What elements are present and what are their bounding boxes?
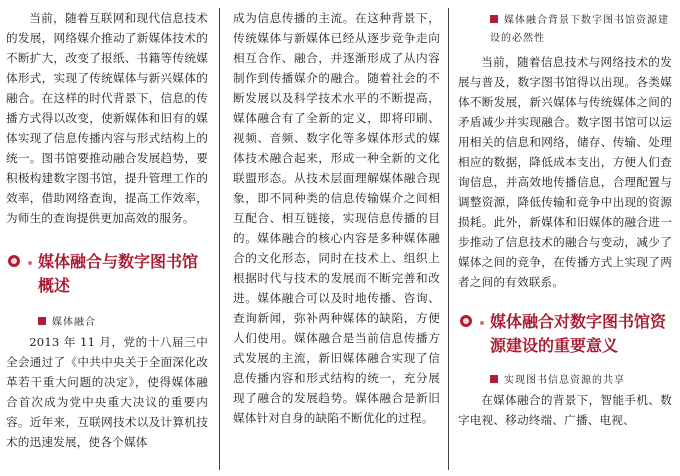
- column-divider: [219, 8, 220, 470]
- subheading-necessity: [458, 12, 672, 48]
- section-heading-significance: [458, 310, 672, 358]
- section-heading-text: 媒体融合对数字图书馆资源建设的重要意义: [490, 312, 667, 355]
- column-divider: [448, 8, 449, 470]
- square-bullet-icon: [490, 15, 498, 23]
- subheading-text: 媒体融合: [52, 317, 96, 328]
- section-heading-text: 媒体融合与数字图书馆概述: [38, 252, 199, 295]
- square-bullet-icon: [490, 375, 498, 383]
- square-bullet-icon: [38, 317, 46, 325]
- column-middle: [233, 0, 440, 476]
- bullet-dot-icon: [480, 321, 484, 325]
- intro-paragraph: 当前，随着互联网和现代信息技术的发展，网络媒介推动了新媒体技术的不断扩大，改变了报纸、书籍等传统媒体形式，实现了传统媒体与新兴媒体的融合。在这样的时代背景下，信息的传播方式得以改变，使新媒体和旧有的媒体实现了信息传播内容与形式结构上的统一。图书馆要推动融合发展趋势，要积极构建数字图书馆，提升管理工作的效率，借助网络查询，提高工作效率，为师生的查询提供更加高效的服务。: [6, 11, 208, 225]
- column-left: [6, 0, 208, 476]
- bullet-circle-icon: [8, 255, 20, 267]
- subheading-media-fusion: [38, 314, 208, 332]
- necessity-paragraph: 当前，随着信息技术与网络技术的发展与普及，数字图书馆得以出现。各类媒体不断发展，新兴媒体与传统媒体之间的矛盾减少并实现融合。数字图书馆可以运用相关的信息和网络，储存、传输、处理相应的数据，降低成本支出，方便人们查询信息，并高效地传播信息，合理配置与调整资源，降低传输和竞争中出现的资源损耗。此外，新媒体和旧媒体的融合进一步推动了信息技术的融合与变动，减少了媒体之间的竞争，在传播方式上实现了两者之间的有效联系。: [458, 55, 672, 289]
- subheading-text: 媒体融合背景下数字图书馆资源建设的必然性: [490, 15, 669, 44]
- resource-sharing-paragraph: 在媒体融合的背景下，智能手机、数字电视、移动终端、广播、电视、: [458, 393, 672, 427]
- bullet-dot-icon: [28, 261, 32, 265]
- media-fusion-continued-paragraph: 成为信息传播的主流。在这种背景下，传统媒体与新媒体已经从逐步竞争走向相互合作、融合，并逐渐形成了从内容制作到传播媒介的融合。随着社会的不断发展以及科学技术水平的不断提高，媒体融合有了全新的定义，即将印刷、视频、音频、数字化等多媒体形式的媒体技术融合起来，形成一种全新的文化联盟形态。从技术层面理解媒体融合现象，即不同种类的信息传输媒介之间相互配合、相互链接，实现信息传播的目的。媒体融合的核心内容是多种媒体融合的文化形态，同时在技术上、组织上根据时代与技术的发展而不断完善和改进。媒体融合可以及时地传播、咨询、查询新闻，弥补两种媒体的缺陷，方便人们使用。媒体融合是当前信息传播方式发展的主流，新旧媒体融合实现了信息传播内容和形式结构的统一，充分展现了融合的发展趋势。媒体融合是新旧媒体针对自身的缺陷不断优化的过程。: [233, 11, 440, 425]
- section-heading-overview: [6, 250, 208, 298]
- media-fusion-paragraph: 2013 年 11 月，党的十八届三中全会通过了《中共中央关于全面深化改革若干重大问题的决定》，使得媒体融合首次成为党中央重大决议的重要内容。近年来，互联网技术以及计算机技术的迅速发展，使各个媒体: [6, 335, 208, 449]
- subheading-text: 实现图书信息资源的共享: [504, 375, 625, 386]
- bullet-circle-icon: [460, 315, 472, 327]
- subheading-resource-sharing: [490, 372, 672, 390]
- column-right: [458, 0, 672, 476]
